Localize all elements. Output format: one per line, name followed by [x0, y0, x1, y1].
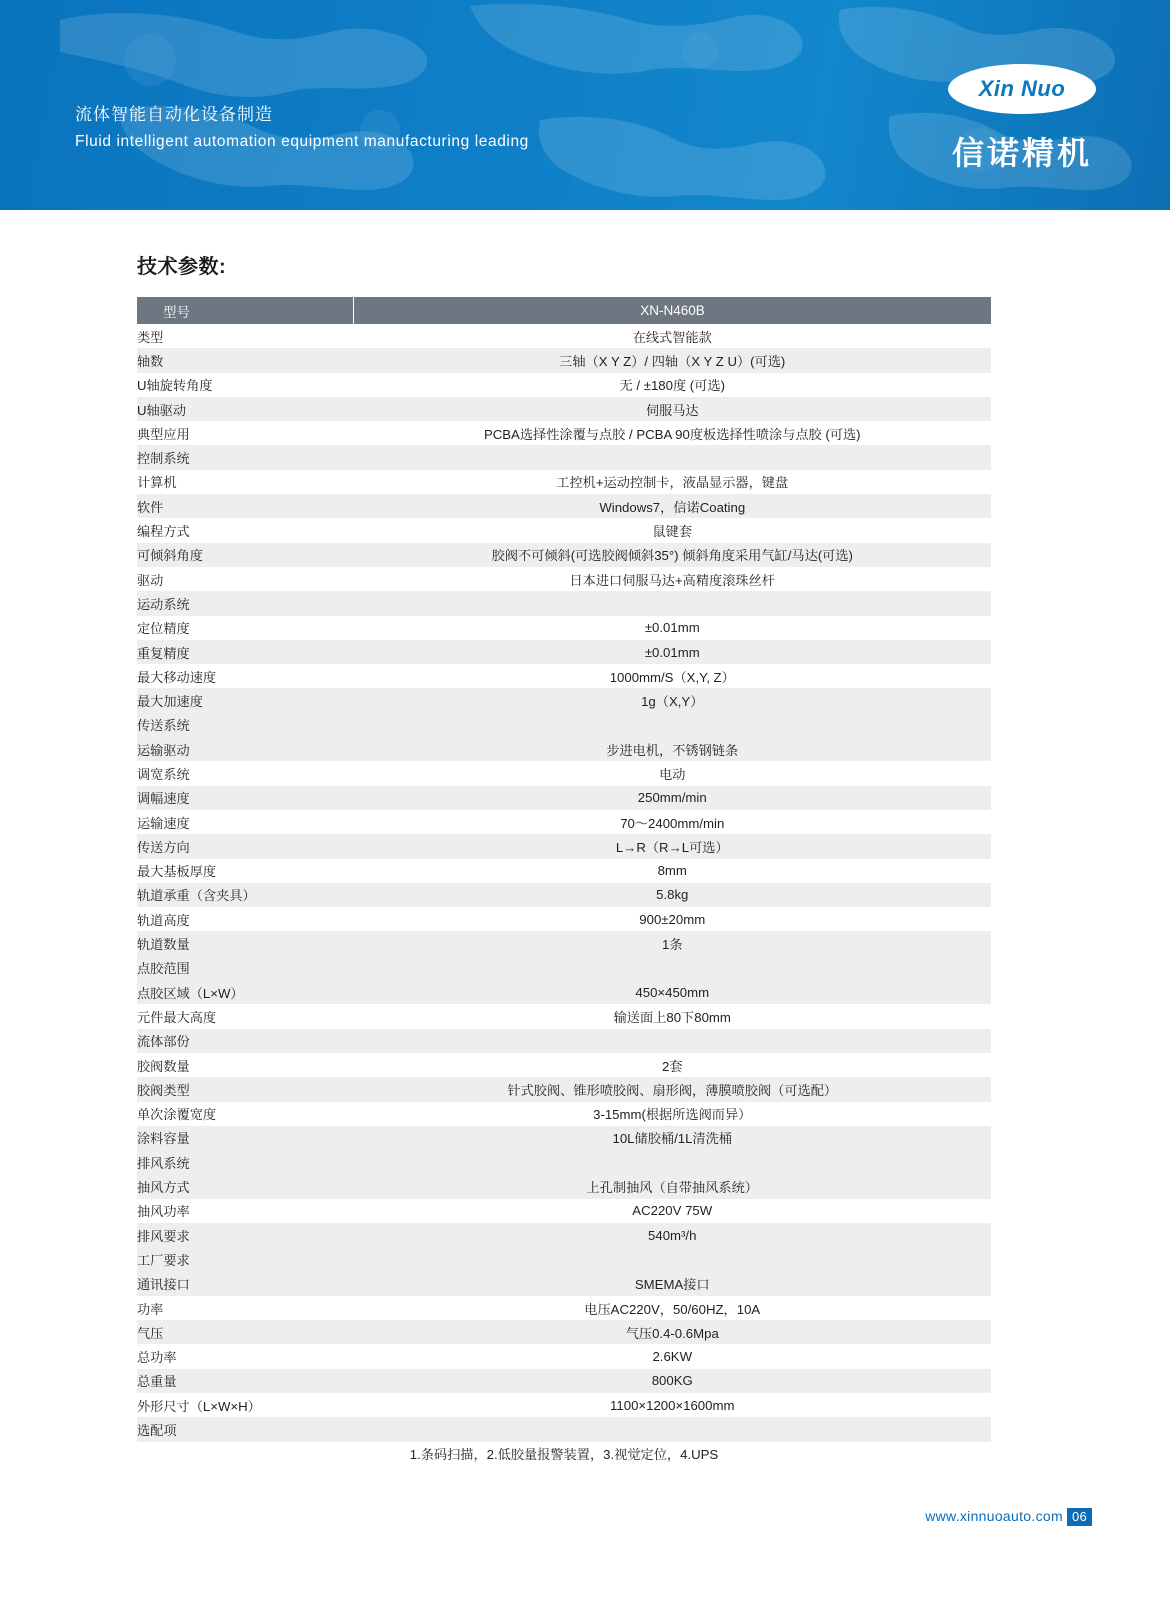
spec-value: 工控机+运动控制卡，液晶显示器，键盘 — [354, 470, 992, 494]
spec-label: 排风要求 — [137, 1223, 354, 1247]
table-group-row — [137, 1417, 991, 1441]
spec-table — [137, 297, 991, 1466]
table-row — [137, 1344, 991, 1368]
table-row — [137, 1053, 991, 1077]
spec-label: 运输驱动 — [137, 737, 354, 761]
spec-label: 抽风功率 — [137, 1199, 354, 1223]
spec-value: 胶阀不可倾斜(可选胶阀倾斜35°) 倾斜角度采用气缸/马达(可选) — [354, 543, 992, 567]
logo-chinese-text: 信诺精机 — [951, 135, 1092, 171]
table-row — [137, 859, 991, 883]
table-group-row — [137, 956, 991, 980]
tagline-english: Fluid intelligent automation equipment manufacturing leading — [75, 133, 529, 150]
spec-label: 编程方式 — [137, 518, 354, 542]
spec-value: 800KG — [354, 1369, 992, 1393]
spec-label: 涂料容量 — [137, 1126, 354, 1150]
table-row — [137, 616, 991, 640]
spec-label: 流体部份 — [137, 1029, 354, 1053]
table-row — [137, 640, 991, 664]
page-title: 技术参数: — [137, 256, 227, 278]
table-group-row — [137, 445, 991, 469]
spec-label: 调幅速度 — [137, 786, 354, 810]
table-group-row — [137, 1150, 991, 1174]
spec-label: 工厂要求 — [137, 1247, 354, 1271]
spec-label: 最大加速度 — [137, 688, 354, 712]
table-row — [137, 688, 991, 712]
spec-value: 无 / ±180度 (可选) — [354, 373, 992, 397]
spec-label: 功率 — [137, 1296, 354, 1320]
spec-label: 传送系统 — [137, 713, 354, 737]
spec-value: 540m³/h — [354, 1223, 992, 1247]
website-link[interactable]: www.xinnuoauto.com — [925, 1508, 1063, 1524]
spec-label: 定位精度 — [137, 616, 354, 640]
spec-value: 日本进口伺服马达+高精度滚珠丝杆 — [354, 567, 992, 591]
spec-value: 250mm/min — [354, 786, 992, 810]
page-content — [0, 210, 1170, 1466]
table-group-row — [137, 1247, 991, 1271]
spec-value: 鼠键套 — [354, 518, 992, 542]
spec-value — [354, 1029, 992, 1053]
table-row — [137, 1004, 991, 1028]
table-row — [137, 883, 991, 907]
spec-value: Windows7，信诺Coating — [354, 494, 992, 518]
table-row — [137, 664, 991, 688]
spec-value: 上孔制抽风（自带抽风系统） — [354, 1174, 992, 1198]
table-row — [137, 567, 991, 591]
spec-label: 最大移动速度 — [137, 664, 354, 688]
company-logo — [948, 64, 1096, 174]
spec-label: 轨道数量 — [137, 931, 354, 955]
spec-value: 在线式智能款 — [354, 324, 992, 348]
table-row — [137, 1102, 991, 1126]
spec-label: 通讯接口 — [137, 1272, 354, 1296]
spec-value: 气压0.4-0.6Mpa — [354, 1320, 992, 1344]
spec-label: 胶阀类型 — [137, 1077, 354, 1101]
spec-label: 排风系统 — [137, 1150, 354, 1174]
table-row — [137, 518, 991, 542]
page-number: 06 — [1067, 1508, 1092, 1526]
table-group-row — [137, 713, 991, 737]
tagline-chinese: 流体智能自动化设备制造 — [75, 105, 273, 124]
table-row — [137, 1077, 991, 1101]
table-row — [137, 1126, 991, 1150]
spec-label: 传送方向 — [137, 834, 354, 858]
spec-value: 针式胶阀、锥形喷胶阀、扇形阀，薄膜喷胶阀（可选配） — [354, 1077, 992, 1101]
spec-value: 2.6KW — [354, 1344, 992, 1368]
table-row — [137, 1174, 991, 1198]
spec-label: 总功率 — [137, 1344, 354, 1368]
table-row — [137, 494, 991, 518]
spec-value: 三轴（X Y Z）/ 四轴（X Y Z U）(可选) — [354, 348, 992, 372]
table-row — [137, 348, 991, 372]
spec-label: 轨道承重（含夹具） — [137, 883, 354, 907]
table-footnote-row — [137, 1442, 991, 1466]
table-row — [137, 810, 991, 834]
spec-label: 点胶区域（L×W） — [137, 980, 354, 1004]
table-group-row — [137, 591, 991, 615]
spec-value: SMEMA接口 — [354, 1272, 992, 1296]
spec-label: 抽风方式 — [137, 1174, 354, 1198]
table-row — [137, 470, 991, 494]
table-row — [137, 786, 991, 810]
table-row — [137, 761, 991, 785]
spec-value: 输送面上80下80mm — [354, 1004, 992, 1028]
spec-value: L→R（R→L可选） — [354, 834, 992, 858]
spec-label: 驱动 — [137, 567, 354, 591]
table-row — [137, 543, 991, 567]
table-row — [137, 1272, 991, 1296]
spec-value: 70～2400mm/min — [354, 810, 992, 834]
spec-label: 典型应用 — [137, 421, 354, 445]
spec-label: 运动系统 — [137, 591, 354, 615]
spec-value: 3-15mm(根据所选阀而异） — [354, 1102, 992, 1126]
spec-value: 电压AC220V，50/60HZ，10A — [354, 1296, 992, 1320]
spec-value: 8mm — [354, 859, 992, 883]
spec-value — [354, 713, 992, 737]
table-row — [137, 324, 991, 348]
spec-value: 伺服马达 — [354, 397, 992, 421]
table-row — [137, 1320, 991, 1344]
spec-value: PCBA选择性涂覆与点胶 / PCBA 90度板选择性喷涂与点胶 (可选) — [354, 421, 992, 445]
table-row — [137, 907, 991, 931]
table-row — [137, 931, 991, 955]
spec-value — [354, 956, 992, 980]
table-row — [137, 1223, 991, 1247]
spec-label: U轴驱动 — [137, 397, 354, 421]
table-row — [137, 834, 991, 858]
table-row — [137, 1393, 991, 1417]
spec-value: 1条 — [354, 931, 992, 955]
spec-value: 1100×1200×1600mm — [354, 1393, 992, 1417]
table-group-row — [137, 1029, 991, 1053]
spec-value — [354, 445, 992, 469]
optional-items-note: 1.条码扫描，2.低胶量报警装置，3.视觉定位，4.UPS — [137, 1442, 991, 1466]
table-row — [137, 1369, 991, 1393]
table-header-row — [137, 297, 991, 324]
page-header — [0, 0, 1170, 210]
spec-label: U轴旋转角度 — [137, 373, 354, 397]
spec-label: 单次涂覆宽度 — [137, 1102, 354, 1126]
spec-label: 气压 — [137, 1320, 354, 1344]
logo-oval-mark — [948, 64, 1096, 114]
spec-value: AC220V 75W — [354, 1199, 992, 1223]
spec-label: 选配项 — [137, 1417, 354, 1441]
header-tagline — [75, 100, 529, 151]
table-row — [137, 980, 991, 1004]
spec-label: 元件最大高度 — [137, 1004, 354, 1028]
spec-label: 控制系统 — [137, 445, 354, 469]
spec-value — [354, 1417, 992, 1441]
spec-label: 轴数 — [137, 348, 354, 372]
table-header-value: XN-N460B — [354, 297, 992, 324]
table-row — [137, 1296, 991, 1320]
page-footer — [0, 1508, 1170, 1526]
spec-label: 最大基板厚度 — [137, 859, 354, 883]
spec-label: 调宽系统 — [137, 761, 354, 785]
spec-label: 类型 — [137, 324, 354, 348]
table-row — [137, 1199, 991, 1223]
spec-label: 计算机 — [137, 470, 354, 494]
spec-value: 1g（X,Y） — [354, 688, 992, 712]
spec-label: 外形尺寸（L×W×H） — [137, 1393, 354, 1417]
spec-value: 2套 — [354, 1053, 992, 1077]
spec-value: 5.8kg — [354, 883, 992, 907]
spec-label: 点胶范围 — [137, 956, 354, 980]
spec-value: 10L储胶桶/1L清洗桶 — [354, 1126, 992, 1150]
spec-label: 重复精度 — [137, 640, 354, 664]
logo-latin-text: Xin Nuo — [978, 76, 1066, 101]
spec-value: ±0.01mm — [354, 616, 992, 640]
spec-value: 电动 — [354, 761, 992, 785]
spec-label: 可倾斜角度 — [137, 543, 354, 567]
table-row — [137, 737, 991, 761]
spec-value: 1000mm/S（X,Y, Z） — [354, 664, 992, 688]
table-header-label: 型号 — [137, 297, 354, 324]
spec-value — [354, 591, 992, 615]
spec-value — [354, 1247, 992, 1271]
spec-label: 软件 — [137, 494, 354, 518]
table-row — [137, 397, 991, 421]
spec-label: 胶阀数量 — [137, 1053, 354, 1077]
spec-label: 轨道高度 — [137, 907, 354, 931]
spec-value: 900±20mm — [354, 907, 992, 931]
table-row — [137, 421, 991, 445]
footer-content — [925, 1508, 1092, 1526]
spec-value: ±0.01mm — [354, 640, 992, 664]
spec-value: 步进电机，不锈钢链条 — [354, 737, 992, 761]
spec-value: 450×450mm — [354, 980, 992, 1004]
spec-label: 总重量 — [137, 1369, 354, 1393]
table-row — [137, 373, 991, 397]
spec-label: 运输速度 — [137, 810, 354, 834]
spec-value — [354, 1150, 992, 1174]
